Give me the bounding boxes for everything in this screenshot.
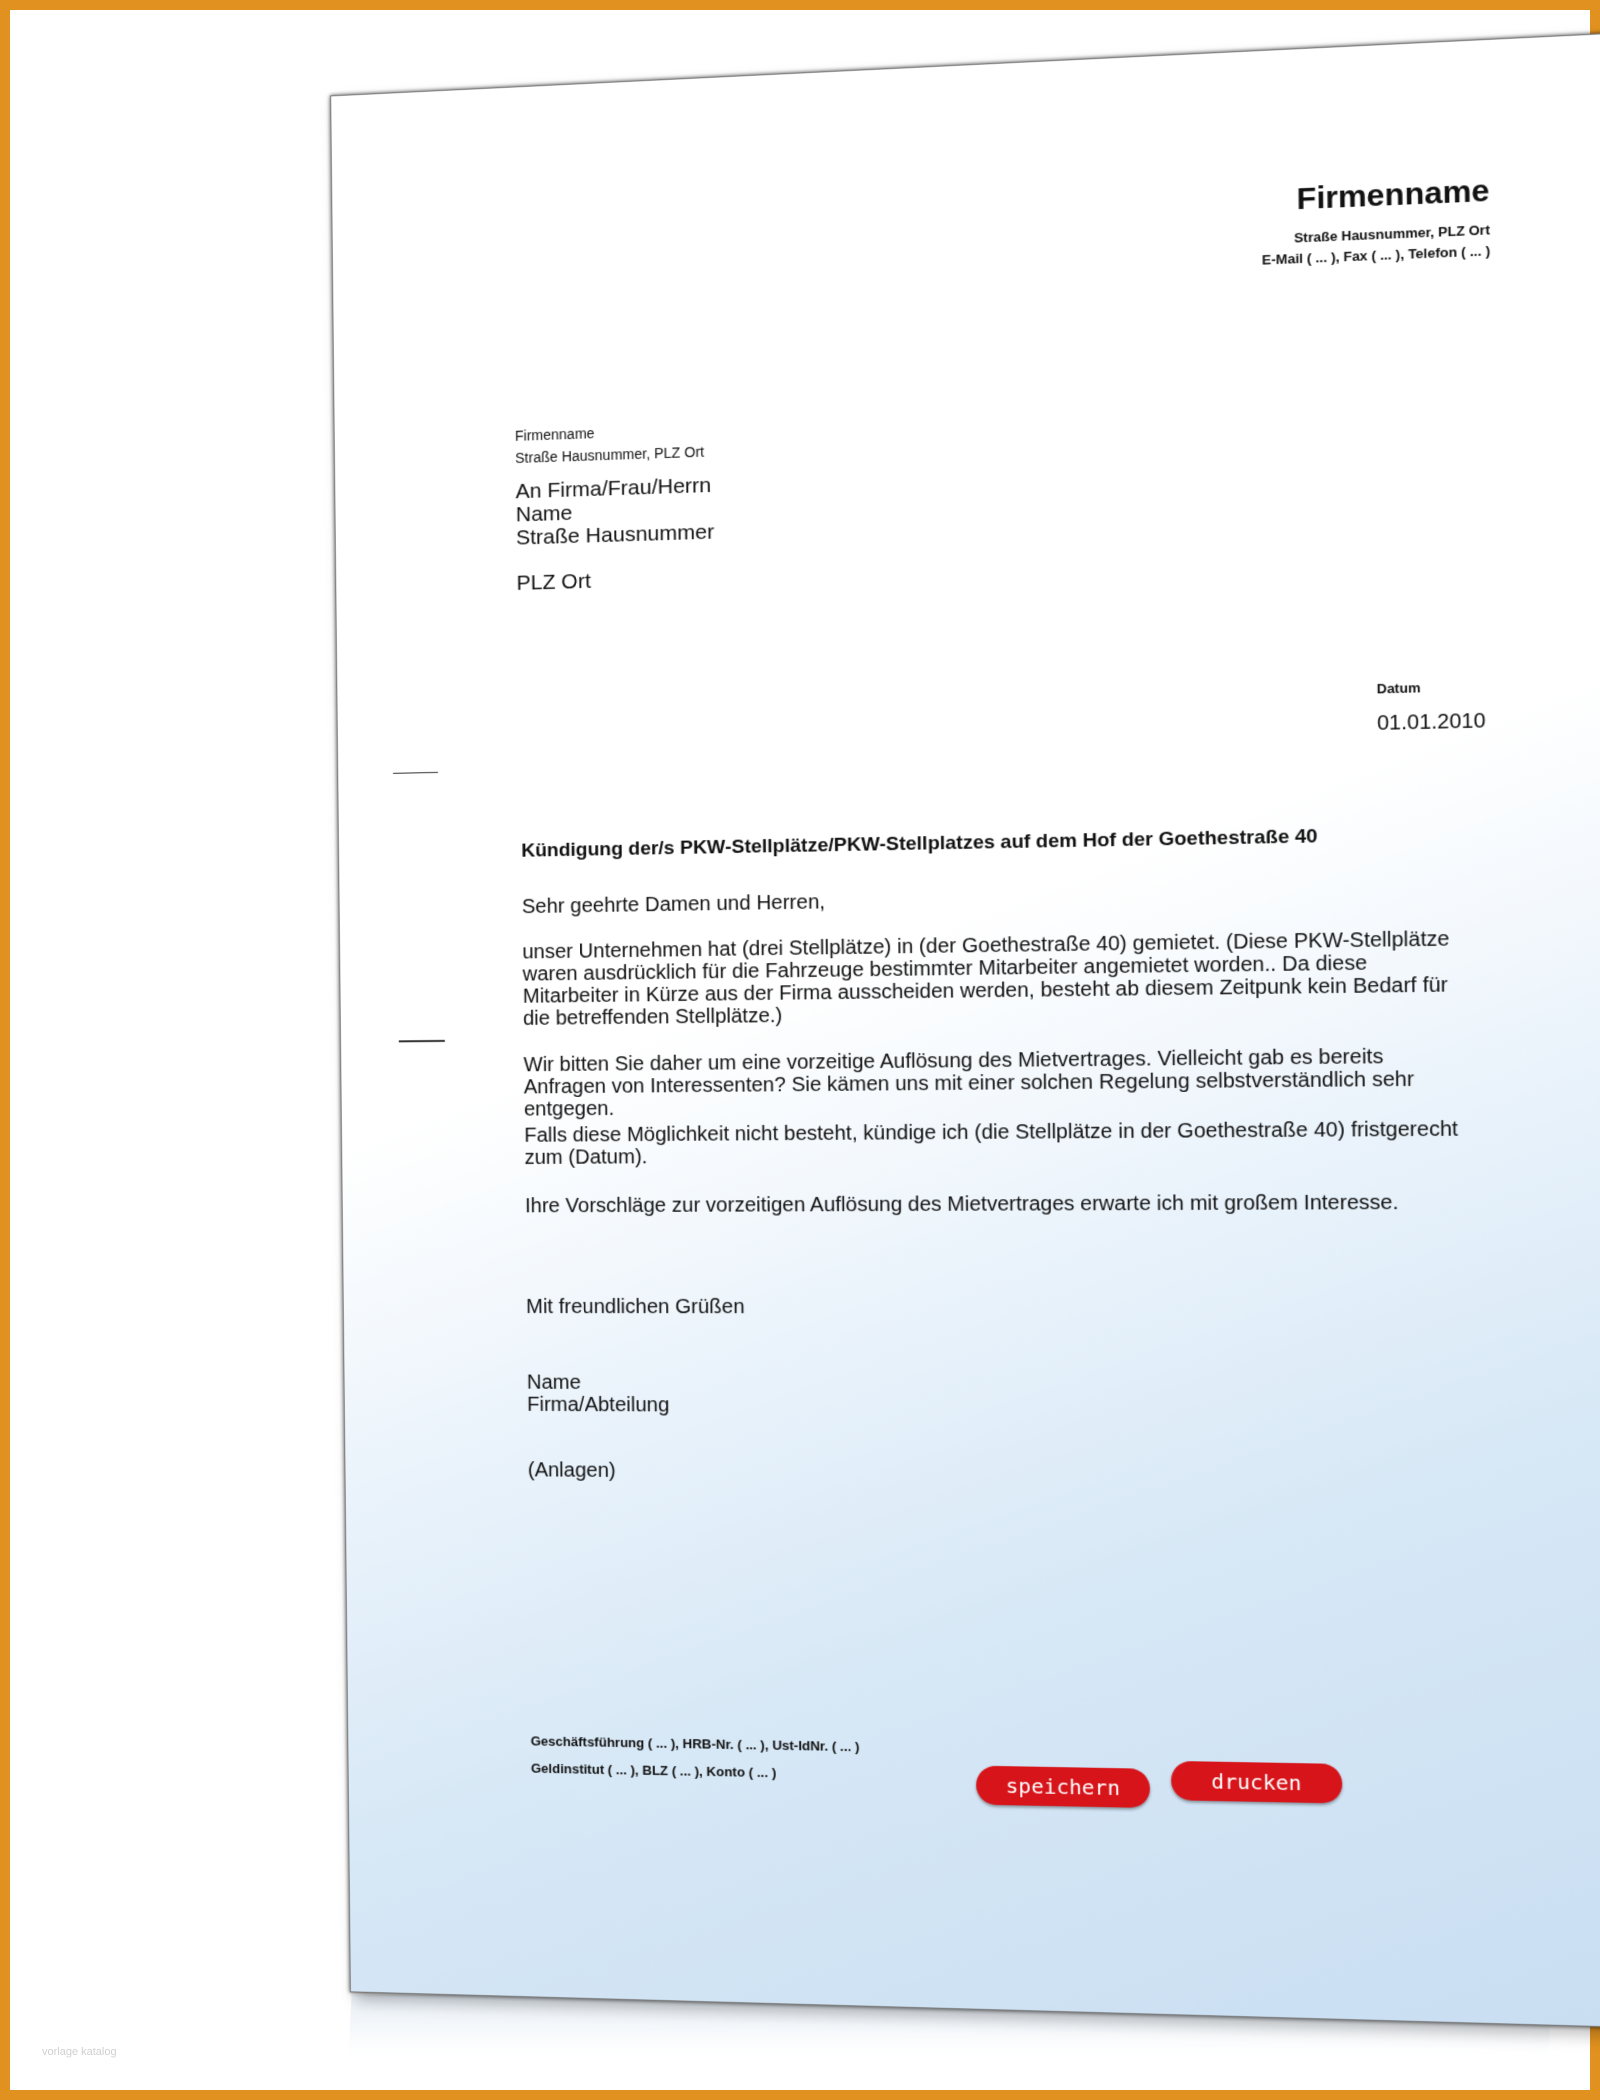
letter-subject: Kündigung der/s PKW-Stellplätze/PKW-Stellplatzes auf dem Hof der Goethestraße 40 xyxy=(521,825,1318,862)
save-button[interactable]: speichern xyxy=(976,1766,1150,1808)
recipient-block xyxy=(515,474,714,595)
paragraph-1: unser Unternehmen hat (drei Stellplätze) in (der Goethestraße 40) gemietet. (Diese PKW-Stellplätze waren ausdrücklich für die Fahrzeuge bestimmter Mitarbeiter angemietet worden.. Da diese Mitarbeiter in Kürze aus der Firma ausscheiden werden, besteht ab diesem Zeitpunk kein Bedarf für die betreffenden Stellplätze.) xyxy=(522,927,1450,1030)
signature-department: Firma/Abteilung xyxy=(527,1393,670,1417)
date-label: Datum xyxy=(1376,679,1421,697)
sender-company: Firmenname xyxy=(514,425,595,444)
paragraph-2: Wir bitten Sie daher um eine vorzeitige Auflösung des Mietvertrages. Vielleicht gab es bereits Anfragen von Interessenten? Sie kämen uns mit einer solchen Regelung selbstverständlich sehr entgegen. xyxy=(523,1045,1415,1121)
paragraph-3: Falls diese Möglichkeit nicht besteht, kündige ich (die Stellplätze in der Goethestraße 40) fristgerecht zum (Datum). xyxy=(524,1117,1459,1170)
date-value: 01.01.2010 xyxy=(1376,709,1486,736)
letterhead-address: Straße Hausnummer, PLZ Ort xyxy=(1293,221,1491,246)
fold-mark-top xyxy=(393,772,438,774)
footer-block xyxy=(531,1727,860,1788)
footer-line-1: Geschäftsführung ( ... ), HRB-Nr. ( ... ), Ust-IdNr. ( ... ) xyxy=(530,1733,860,1755)
fold-mark-middle xyxy=(399,1040,445,1042)
recipient-line-1: An Firma/Frau/Herrn xyxy=(515,473,712,504)
recipient-line-3: Straße Hausnummer xyxy=(515,520,715,550)
signature-name: Name xyxy=(526,1371,582,1394)
letterhead-contact: E-Mail ( ... ), Fax ( ... ), Telefon ( ... ) xyxy=(1261,242,1491,268)
paragraph-4: Ihre Vorschläge zur vorzeitigen Auflösung des Mietvertrages erwarte ich mit großem Interesse. xyxy=(524,1191,1399,1218)
print-button[interactable]: drucken xyxy=(1171,1761,1343,1804)
recipient-line-4: PLZ Ort xyxy=(516,569,592,595)
footer-line-2: Geldinstitut ( ... ), BLZ ( ... ), Konto ( ... ) xyxy=(530,1760,777,1781)
sender-address: Straße Hausnummer, PLZ Ort xyxy=(515,443,705,467)
recipient-line-2: Name xyxy=(515,501,573,527)
attachments-note: (Anlagen) xyxy=(527,1459,616,1482)
watermark-text: vorlage katalog xyxy=(42,2046,117,2058)
letter-salutation: Sehr geehrte Damen und Herren, xyxy=(521,891,826,919)
letterhead-company-name: Firmenname xyxy=(1296,173,1490,217)
letter-closing: Mit freundlichen Grüßen xyxy=(526,1295,745,1319)
letter-document xyxy=(330,33,1600,2028)
